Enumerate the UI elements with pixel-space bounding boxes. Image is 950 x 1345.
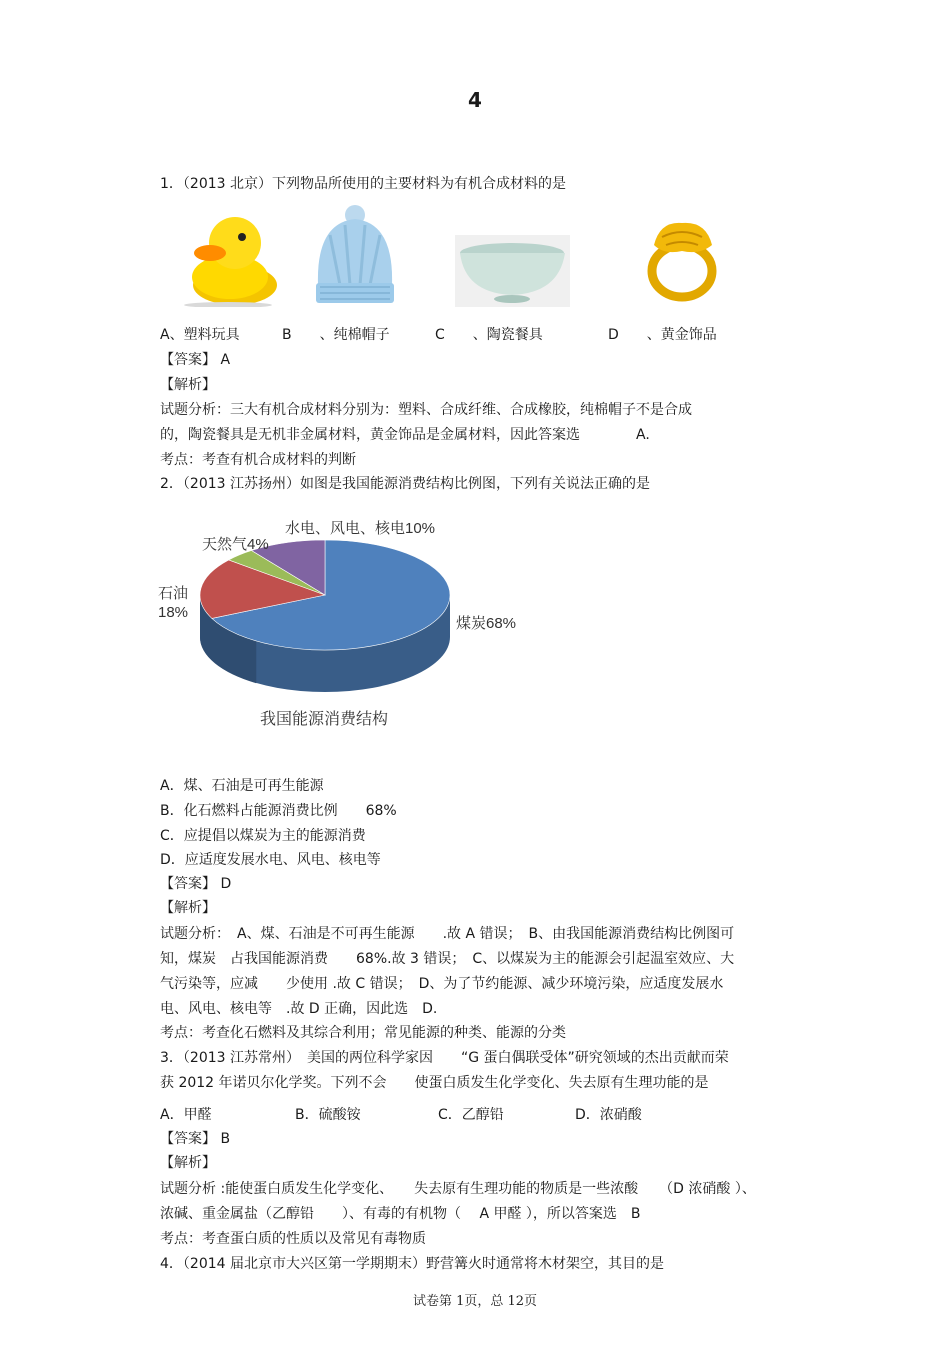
q2-analysis-line: 试题分析： A、煤、石油是不可再生能源 .故 A 错误； B、由我国能源消费结构比例图可	[160, 926, 735, 942]
q3-analysis-line: 试题分析 :能使蛋白质发生化学变化、 失去原有生理功能的物质是一些浓酸 （D 浓硝酸 ）、	[160, 1181, 756, 1197]
q3-answer: 【答案】 B	[160, 1131, 231, 1147]
chart-title: 我国能源消费结构	[260, 711, 389, 728]
page-number: 4	[468, 88, 482, 112]
q3-option-b: B．硫酸铵	[295, 1107, 361, 1123]
q2-analysis-line: 电、风电、核电等 .故 D 正确，因此选 D.	[160, 1001, 438, 1017]
rubber-duck-image	[180, 205, 280, 307]
q1-kaodian: 考点：考查有机合成材料的判断	[160, 452, 356, 468]
q4-stem: 4．（2014 届北京市大兴区第一学期期末）野营篝火时通常将木材架空，其目的是	[160, 1256, 664, 1272]
cotton-hat-image	[310, 205, 400, 307]
q1-option-c: C 、陶瓷餐具	[435, 327, 543, 343]
q1-option-d: D 、黄金饰品	[608, 327, 717, 343]
q2-option-c: C．应提倡以煤炭为主的能源消费	[160, 828, 366, 844]
q1-answer: 【答案】 A	[160, 352, 231, 368]
q2-analysis-label: 【解析】	[160, 900, 216, 916]
q1-stem: 1．（2013 北京）下列物品所使用的主要材料为有机合成材料的是	[160, 176, 566, 192]
q3-analysis-label: 【解析】	[160, 1155, 216, 1171]
q1-analysis-line: 的，陶瓷餐具是无机非金属材料，黄金饰品是金属材料，因此答案选 A.	[160, 427, 650, 443]
q3-stem: 获 2012 年诺贝尔化学奖。下列不会 使蛋白质发生化学变化、失去原有生理功能的是	[160, 1075, 709, 1091]
ceramic-bowl-image	[455, 235, 570, 307]
energy-pie-chart	[150, 505, 550, 745]
q2-option-a: A．煤、石油是可再生能源	[160, 778, 324, 794]
q3-option-d: D．浓硝酸	[575, 1107, 642, 1123]
q1-option-b: B 、纯棉帽子	[282, 327, 390, 343]
chart-label-hydro: 水电、风电、核电10%	[285, 520, 436, 537]
chart-label-gas: 天然气4%	[202, 536, 269, 553]
q3-option-c: C．乙醇铅	[438, 1107, 504, 1123]
q2-option-d: D．应适度发展水电、风电、核电等	[160, 852, 381, 868]
chart-label-coal: 煤炭68%	[456, 615, 517, 632]
q3-option-a: A．甲醛	[160, 1107, 212, 1123]
q2-analysis-line: 知，煤炭 占我国能源消费 68%.故 3 错误； C、以煤炭为主的能源会引起温室效应、大	[160, 951, 735, 967]
q1-option-a: A、塑料玩具	[160, 327, 240, 343]
q1-analysis-label: 【解析】	[160, 377, 216, 393]
q2-kaodian: 考点：考查化石燃料及其综合利用；常见能源的种类、能源的分类	[160, 1025, 566, 1041]
gold-ring-image	[640, 215, 725, 303]
q2-stem: 2．（2013 江苏扬州）如图是我国能源消费结构比例图，下列有关说法正确的是	[160, 476, 650, 492]
chart-label-oil: 石油 18%	[158, 585, 189, 621]
q3-stem: 3．（2013 江苏常州） 美国的两位科学家因 “G 蛋白偶联受体”研究领域的杰出贡献而荣	[160, 1050, 729, 1066]
q2-answer: 【答案】 D	[160, 876, 232, 892]
q3-analysis-line: 浓碱、重金属盐（乙醇铅 ）、有毒的有机物（ A 甲醛 ），所以答案选 B	[160, 1206, 641, 1222]
page-footer: 试卷第 1页，总 12页	[412, 1294, 538, 1309]
q1-analysis-line: 试题分析：三大有机合成材料分别为：塑料、合成纤维、合成橡胶，纯棉帽子不是合成	[160, 402, 692, 418]
q2-option-b: B．化石燃料占能源消费比例 68%	[160, 803, 397, 819]
q3-kaodian: 考点：考查蛋白质的性质以及常见有毒物质	[160, 1231, 426, 1247]
q2-analysis-line: 气污染等，应减 少使用 .故 C 错误； D、为了节约能源、减少环境污染，应适度发展水	[160, 976, 724, 992]
